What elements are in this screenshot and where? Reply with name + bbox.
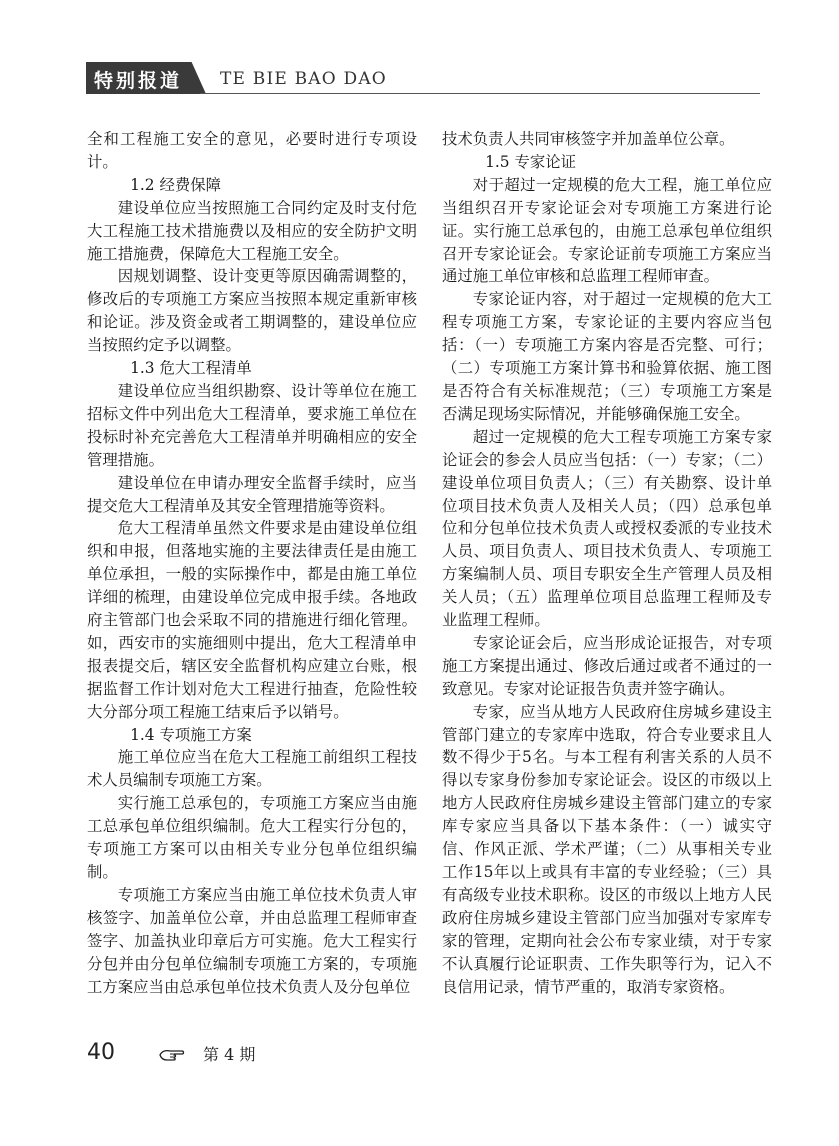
header-rule — [200, 93, 760, 94]
section-heading: 1.2 经费保障 — [130, 175, 222, 194]
paragraph: 建设单位在申请办理安全监督手续时，应当提交危大工程清单及其安全管理措施等资料。 — [87, 473, 417, 515]
paragraph: 专项施工方案应当由施工单位技术负责人审核签字、加盖单位公章，并由总监理工程师审查签字、加盖执业印章后方可实施。危大工程实行分包并由分包单位编制专项施工方案的，专项施工方案应当由总承包单位技术负责人及分包单位 — [87, 885, 417, 996]
paragraph: 实行施工总承包的，专项施工方案应当由施工总承包单位组织编制。危大工程实行分包的，专项施工方案可以由相关专业分包单位组织编制。 — [87, 794, 417, 881]
page-number: 40 — [87, 1040, 115, 1065]
paragraph: 因规划调整、设计变更等原因确需调整的，修改后的专项施工方案应当按照本规定重新审核和论证。涉及资金或者工期调整的，建设单位应当按照约定予以调整。 — [87, 267, 417, 355]
paragraph: 危大工程清单虽然文件要求是由建设单位组织和申报，但落地实施的主要法律责任是由施工单位承担，一般的实际操作中，都是由施工单位详细的梳理，由建设单位完成申报手续。各地政府主管部门也会采取不同的措施进行细化管理。如，西安市的实施细则中提出，危大工程清单申报表提交后，辖区安全监督机构应建立台账，根据监督工作计划对危大工程进行抽查，危险性较大分部分项工程施工结束后予以销号。 — [87, 519, 417, 721]
paragraph: 专家，应当从地方人民政府住房城乡建设主管部门建立的专家库中选取，符合专业要求且人数不得少于5名。与本工程有利害关系的人员不得以专家身份参加专家论证会。设区的市级以上地方人民政府住房城乡建设主管部门建立的专家库专家应当具备以下基本条件：（一）诚实守信、作风正派、学术严谨；（二）从事相关专业工作15年以上或具有丰富的专业经验；（三）具有高级专业技术职称。设区的市级以上地方人民政府住房城乡建设主管部门应当加强对专家库专家的管理，定期向社会公布专家业绩，对于专家不认真履行论证职责、工作失职等行为，记入不良信用记录，情节严重的，取消专家资格。 — [442, 702, 772, 996]
section-pinyin: TE BIE BAO DAO — [220, 69, 387, 89]
paragraph: 施工单位应当在危大工程施工前组织工程技术人员编制专项施工方案。 — [87, 748, 417, 790]
pointing-hand-icon — [159, 1046, 185, 1062]
section-title: 特别报道 — [94, 70, 183, 92]
paragraph: 超过一定规模的危大工程专项施工方案专家论证会的参会人员应当包括：（一）专家；（二）建设单位项目负责人；（三）有关勘察、设计单位项目技术负责人及相关人员；（四）总承包单位和分包单位技术负责人或授权委派的专业技术人员、项目负责人、项目技术负责人、专项施工方案编制人员、项目专职安全生产管理人员及相关人员；（五）监理单位项目总监理工程师及专业监理工程师。 — [442, 427, 772, 630]
left-column — [87, 128, 417, 998]
right-column — [442, 128, 772, 998]
paragraph: 专家论证内容，对于超过一定规模的危大工程专项施工方案，专家论证的主要内容应当包括：（一）专项施工方案内容是否完整、可行；（二）专项施工方案计算书和验算依据、施工图是否符合有关标准规范；（三）专项施工方案是否满足现场实际情况，并能够确保施工安全。 — [442, 290, 772, 423]
paragraph: 全和工程施工安全的意见，必要时进行专项设计。 — [87, 130, 417, 171]
paragraph: 建设单位应当按照施工合同约定及时支付危大工程施工技术措施费以及相应的安全防护文明施工措施费，保障危大工程施工安全。 — [87, 198, 417, 263]
paragraph: 技术负责人共同审核签字并加盖单位公章。 — [442, 130, 735, 148]
paragraph: 对于超过一定规模的危大工程，施工单位应当组织召开专家论证会对专项施工方案进行论证。实行施工总承包的，由施工总承包单位组织召开专家论证会。专家论证前专项施工方案应当通过施工单位审核和总监理工程师审查。 — [442, 175, 772, 286]
section-heading: 1.4 专项施工方案 — [130, 725, 252, 744]
paragraph: 专家论证会后，应当形成论证报告，对专项施工方案提出通过、修改后通过或者不通过的一致意见。专家对论证报告负责并签字确认。 — [442, 633, 772, 698]
section-heading: 1.3 危大工程清单 — [130, 359, 252, 378]
issue-label: 第 4 期 — [203, 1045, 256, 1064]
paragraph: 建设单位应当组织勘察、设计等单位在施工招标文件中列出危大工程清单，要求施工单位在投标时补充完善危大工程清单并明确相应的安全管理措施。 — [87, 381, 417, 469]
page-header — [0, 0, 839, 110]
section-heading: 1.5 专家论证 — [485, 152, 577, 171]
